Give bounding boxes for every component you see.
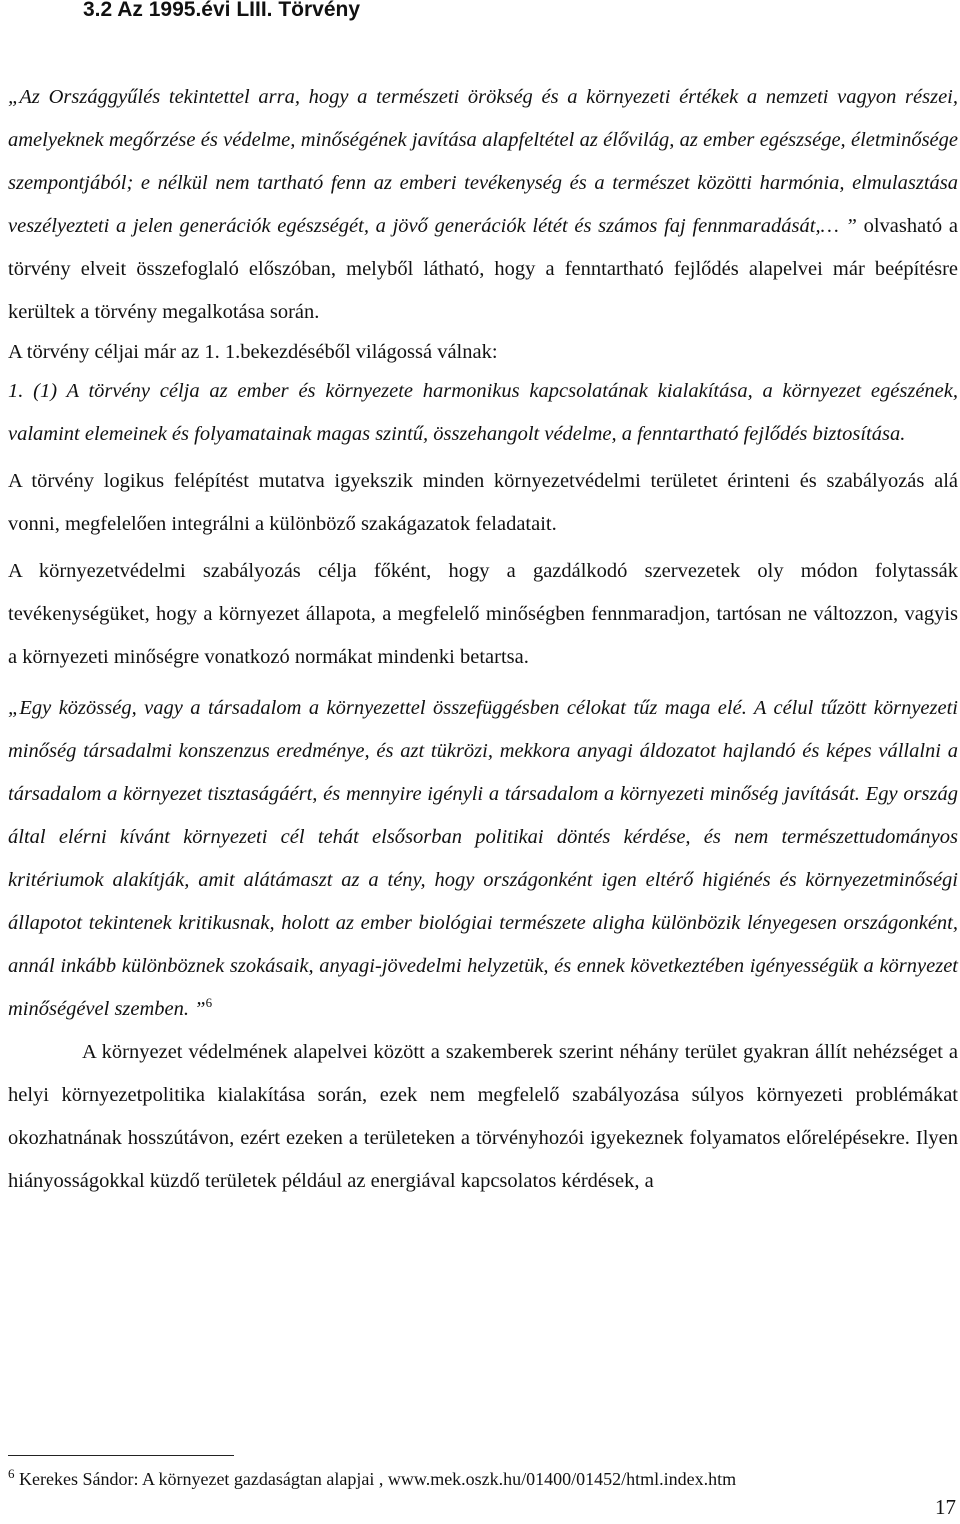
paragraph-principles: A környezet védelmének alapelvei között a szakemberek szerint néhány terület gyakran állít nehézséget a helyi környezetpolitika kialakítása során, ezek nem megfelelő szabályozása súlyos környezeti problémákat okozhatnának hosszútávon, ezért ezeken a területeken a törvényhozói igyekeznek folyamatos előrelépésekre. Ilyen hiányosságokkal küzdő területek például az energiával kapcsolatos kérdések, a (8, 1041, 958, 1192)
paragraph-preamble (8, 76, 958, 334)
footnote-divider (8, 1455, 234, 1456)
footnote-reference[interactable]: 6 (205, 995, 213, 1011)
paragraph-community-quote (8, 687, 958, 1031)
footnote-number: 6 (8, 1466, 15, 1481)
page-number: 17 (935, 1495, 956, 1519)
footnote-text: Kerekes Sándor: A környezet gazdaságtan alapjai , www.mek.oszk.hu/01400/01452/html.index.htm (14, 1469, 737, 1489)
paragraph-goals-quote (8, 370, 958, 456)
preamble-quote: „Az Országgyűlés tekintettel arra, hogy a természeti örökség és a környezeti értékek a nemzeti vagyon részei, amelyeknek megőrzése és védelme, minőségének javítása alapfeltétel az élővilág, az ember egészsége, életminősége szempontjából; e nélkül nem tartható fenn az emberi tevékenység és a természet közötti harmónia, elmulasztása veszélyezteti a jelen generációk egészségét, a jövő generációk létét és számos faj fennmaradását,… ” (8, 86, 958, 237)
goals-intro-text: A törvény céljai már az 1. 1.bekezdéséből világossá válnak: (8, 341, 498, 363)
body-text (8, 76, 958, 1203)
paragraph-goals-intro (8, 334, 958, 370)
footnote (8, 1466, 948, 1492)
section-heading: 3.2 Az 1995.évi LIII. Törvény (83, 0, 361, 21)
paragraph-structure: A törvény logikus felépítést mutatva igyekszik minden környezetvédelmi területet érinteni és szabályozás alá vonni, megfelelően integrálni a különböző szakágazatok feladatait. (8, 470, 958, 535)
community-quote: „Egy közösség, vagy a társadalom a környezettel összefüggésben célokat tűz maga elé. A célul tűzött környezeti minőség társadalmi konszenzus eredménye, és azt tükrözi, mekkora anyagi áldozatot hajlandó és képes vállalni a társadalom a környezet tisztaságáért, és mennyire igényli a társadalom a környezeti minőség javítását. Egy ország által elérni kívánt környezeti cél tehát elsősorban politikai döntés kérdése, és nem természettudományos kritériumok alakítják, amit alátámaszt az a tény, hogy országonként igen eltérő higiénés és környezetminőségi állapotot tekintenek kritikusnak, holott az ember biológiai természete aligha különbözik lényegesen országonként, annál inkább különböznek szokásaik, anyagi-jövedelmi helyzetük, és ennek következtében igényességük a környezet minőségével szemben. ” (8, 697, 958, 1020)
goals-quote: 1. (1) A törvény célja az ember és környezete harmonikus kapcsolatának kialakítása, a környezet egészének, valamint elemeinek és folyamatainak magas szintű, összehangolt védelme, a fenntartható fejlődés biztosítása. (8, 380, 958, 445)
paragraph-regulation: A környezetvédelmi szabályozás célja főként, hogy a gazdálkodó szervezetek oly módon folytassák tevékenységüket, hogy a környezet állapota, a megfelelő minőségben fennmaradjon, tartósan ne változzon, vagyis a környezeti minőségre vonatkozó normákat mindenki betartsa. (8, 560, 958, 668)
preamble-commentary: olvasható a törvény elveit összefoglaló előszóban, melyből látható, hogy a fenntartható fejlődés alapelvei már beépítésre kerültek a törvény megalkotása során. (8, 215, 958, 323)
